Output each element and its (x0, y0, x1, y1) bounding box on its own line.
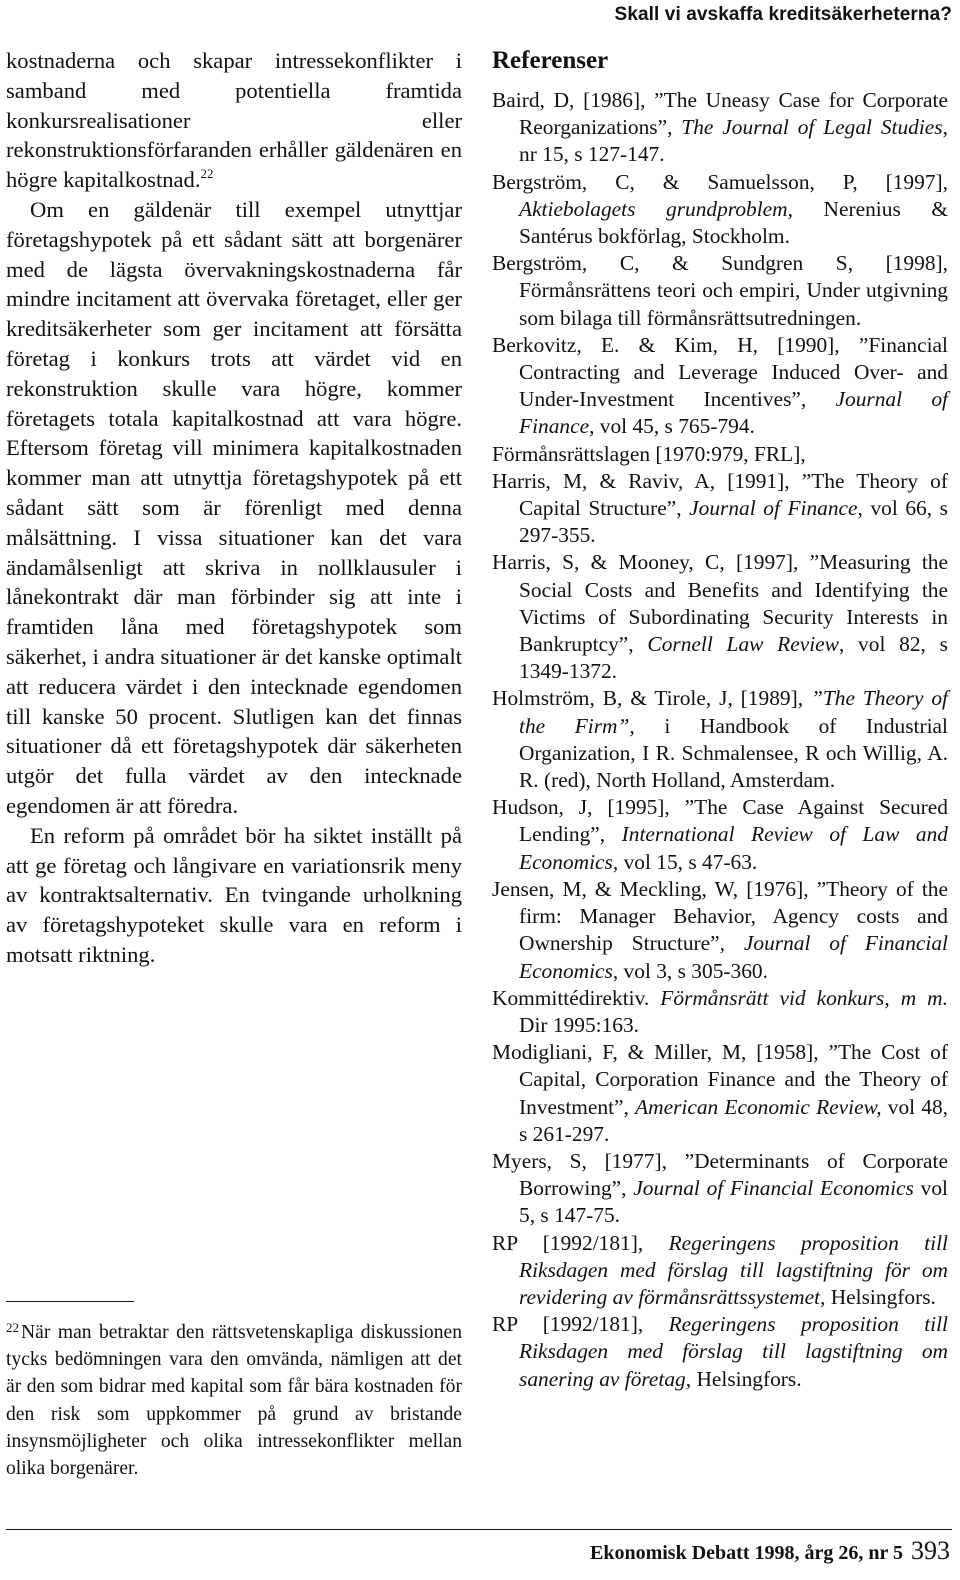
reference-entry (492, 876, 948, 985)
reference-text-tail: , nr 15, s 127-147. (519, 115, 948, 167)
reference-text-tail: vol 48, s 261-297. (519, 1094, 948, 1146)
reference-text-tail: i Handbook of Industrial Organization, I R. Schmalensee, R och Willig, A. R. (red), North Holland, Amsterdam. (519, 713, 948, 793)
reference-text-tail: Helsingfors. (825, 1284, 936, 1309)
reference-italic-title: American Economic Review, (635, 1094, 882, 1119)
reference-text: Holmström, B, & Tirole, J, [1989], (492, 686, 811, 711)
reference-text-tail: , vol 45, s 765-794. (589, 414, 755, 439)
reference-italic-title: ”The Theory of the Firm”, (519, 686, 948, 738)
page-number: 393 (911, 1536, 950, 1565)
reference-text-tail: vol 5, s 147-75. (519, 1176, 948, 1228)
reference-text-tail: , vol 3, s 305-360. (612, 958, 768, 983)
reference-entry (492, 1230, 948, 1312)
journal-citation: Ekonomisk Debatt 1998, årg 26, nr 5 (590, 1542, 903, 1564)
footnote-divider (6, 1301, 134, 1302)
reference-entry (492, 332, 948, 441)
reference-italic-title: The Journal of Legal Studies (681, 115, 943, 140)
reference-entry (492, 87, 948, 169)
reference-entry (492, 1039, 948, 1148)
reference-text-tail: vol 66, s 297-355. (519, 496, 948, 548)
reference-text-tail: , Nerenius & Santérus bokförlag, Stockholm. (519, 196, 948, 249)
reference-list (492, 87, 948, 1393)
reference-italic-title: Journal of Finance, (689, 496, 863, 521)
footnote (6, 1314, 462, 1482)
reference-text-tail: Dir 1995:163. (519, 1012, 640, 1037)
footer-divider (6, 1529, 952, 1530)
reference-entry (492, 794, 948, 876)
reference-text: Kommittédirektiv. (492, 985, 661, 1010)
reference-text: Bergström, C, & Samuelsson, P, [1997], (492, 169, 948, 194)
reference-entry (492, 169, 948, 251)
body-paragraph-3: En reform på området bör ha siktet inställt på att ge företag och långivare en variationsrik meny av kontraktsalternativ. En tvingande urholkning av företagshypoteket skulle vara en reform i motsatt riktning. (6, 822, 462, 967)
reference-text: Bergström, C, & Sundgren S, [1998], Förmånsrättens teori och empiri, Under utgivning som bilaga till förmånsrättsutredningen. (492, 251, 948, 330)
reference-text: Baird, D, [1986], ”The Uneasy Case for Corporate Reorganizations”, (492, 88, 948, 140)
reference-entry (492, 549, 948, 685)
reference-italic-title: Journal of Financial Economics (633, 1176, 914, 1201)
reference-text: Harris, M, & Raviv, A, [1991], ”The Theory of Capital Structure”, (492, 468, 948, 521)
reference-text: Harris, S, & Mooney, C, [1997], ”Measuring the Social Costs and Benefits and Identifying the Victims of Subordinating Security Interests in Bankruptcy”, (492, 550, 948, 657)
reference-text-tail: vol 15, s 47-63. (618, 849, 758, 874)
references-heading: Referenser (492, 47, 609, 74)
references-column (492, 44, 948, 1393)
reference-text: RP [1992/181], (492, 1230, 669, 1255)
reference-entry (492, 1311, 948, 1393)
reference-italic-title: Journal of Financial Economics (519, 931, 948, 983)
reference-entry (492, 985, 948, 1039)
reference-italic-title: Regeringens proposition till Riksdagen med förslag till lagstiftning om sanering av företag (519, 1312, 948, 1391)
footnote-text: När man betraktar den rättsvetenskapliga diskussionen tycks bedömningen vara den omvända, nämligen att det är den som bidrar med kapital som får bära kostnaden för den risk som uppkommer på grund av bristande insynsmöjligheter och olika intressekonflikter mellan olika borgenärer. (6, 1322, 462, 1480)
reference-text: Modigliani, F, & Miller, M, [1958], ”The Cost of Capital, Corporation Finance and the Theory of Investment”, (492, 1040, 948, 1119)
reference-text-tail: , Helsingfors. (685, 1366, 802, 1391)
reference-italic-title: Aktiebolagets grundproblem (519, 196, 788, 221)
footnote-number: 22 (6, 1320, 19, 1335)
reference-entry (492, 441, 948, 468)
body-text-column (6, 46, 462, 970)
reference-entry (492, 1148, 948, 1230)
reference-text: Jensen, M, & Meckling, W, [1976], ”Theory of the firm: Manager Behavior, Agency costs and Ownership Structure”, (492, 876, 948, 956)
page-footer (590, 1536, 950, 1566)
reference-text: RP [1992/181], (492, 1312, 669, 1337)
reference-text: Myers, S, [1977], ”Determinants of Corporate Borrowing”, (492, 1148, 948, 1201)
reference-entry (492, 250, 948, 332)
body-paragraph-1 (6, 46, 462, 195)
reference-text: Hudson, J, [1995], ”The Case Against Secured Lending”, (492, 795, 948, 847)
reference-italic-title: Cornell Law Review (647, 632, 839, 657)
reference-italic-title: Förmånsrätt vid konkurs, m m. (660, 985, 948, 1010)
reference-italic-title: International Review of Law and Economics, (519, 822, 948, 874)
running-head: Skall vi avskaffa kreditsäkerheterna? (614, 4, 952, 25)
reference-text: Förmånsrättslagen [1970:979, FRL], (492, 441, 806, 466)
reference-italic-title: Regeringens proposition till Riksdagen med förslag till lagstiftning för om revidering av förmånsrättssystemet, (519, 1230, 948, 1309)
body-paragraph-1-text: kostnaderna och skapar intressekonflikter i samband med potentiella framtida konkursrealisationer eller rekonstruktionsförfaranden erhåller gäldenären en högre kapitalkostnad. (6, 48, 462, 193)
footnote-reference[interactable]: 22 (200, 166, 214, 182)
reference-text: Berkovitz, E. & Kim, H, [1990], ”Financial Contracting and Leverage Induced Over- and Under-Investment Incentives”, (492, 332, 948, 412)
reference-entry (492, 468, 948, 550)
reference-text-tail: , vol 82, s 1349-1372. (519, 632, 948, 684)
body-paragraph-2: Om en gäldenär till exempel utnyttjar företagshypotek på ett sådant sätt att borgenärer med de lägsta övervakningskostnaderna får mindre incitament att övervaka företaget, eller ger kreditsäkerheter som ger incitament att försätta företag i konkurs trots att värdet vid en rekonstruktion skulle vara högre, kommer företagets totala kapitalkostnad att vara högre. Eftersom företag vill minimera kapitalkostnaden kommer man att utnyttja företagshypotek på ett sådant sätt som är förenligt med denna målsättning. I vissa situationer kan det vara ändamålsenligt att skriva in nollklausuler i lånekontrakt där man förbinder sig att inte i framtiden låna med företagshypotek som säkerhet, i andra situationer är det kanske optimalt att reducera värdet i den intecknade egendomen till kanske 50 procent. Slutligen kan det finnas situationer då ett företagshypotek där säkerheten utgör det fulla värdet av den intecknade egendomen är att föredra. (6, 196, 462, 818)
reference-italic-title: Journal of Finance (519, 387, 949, 439)
reference-entry (492, 685, 948, 794)
